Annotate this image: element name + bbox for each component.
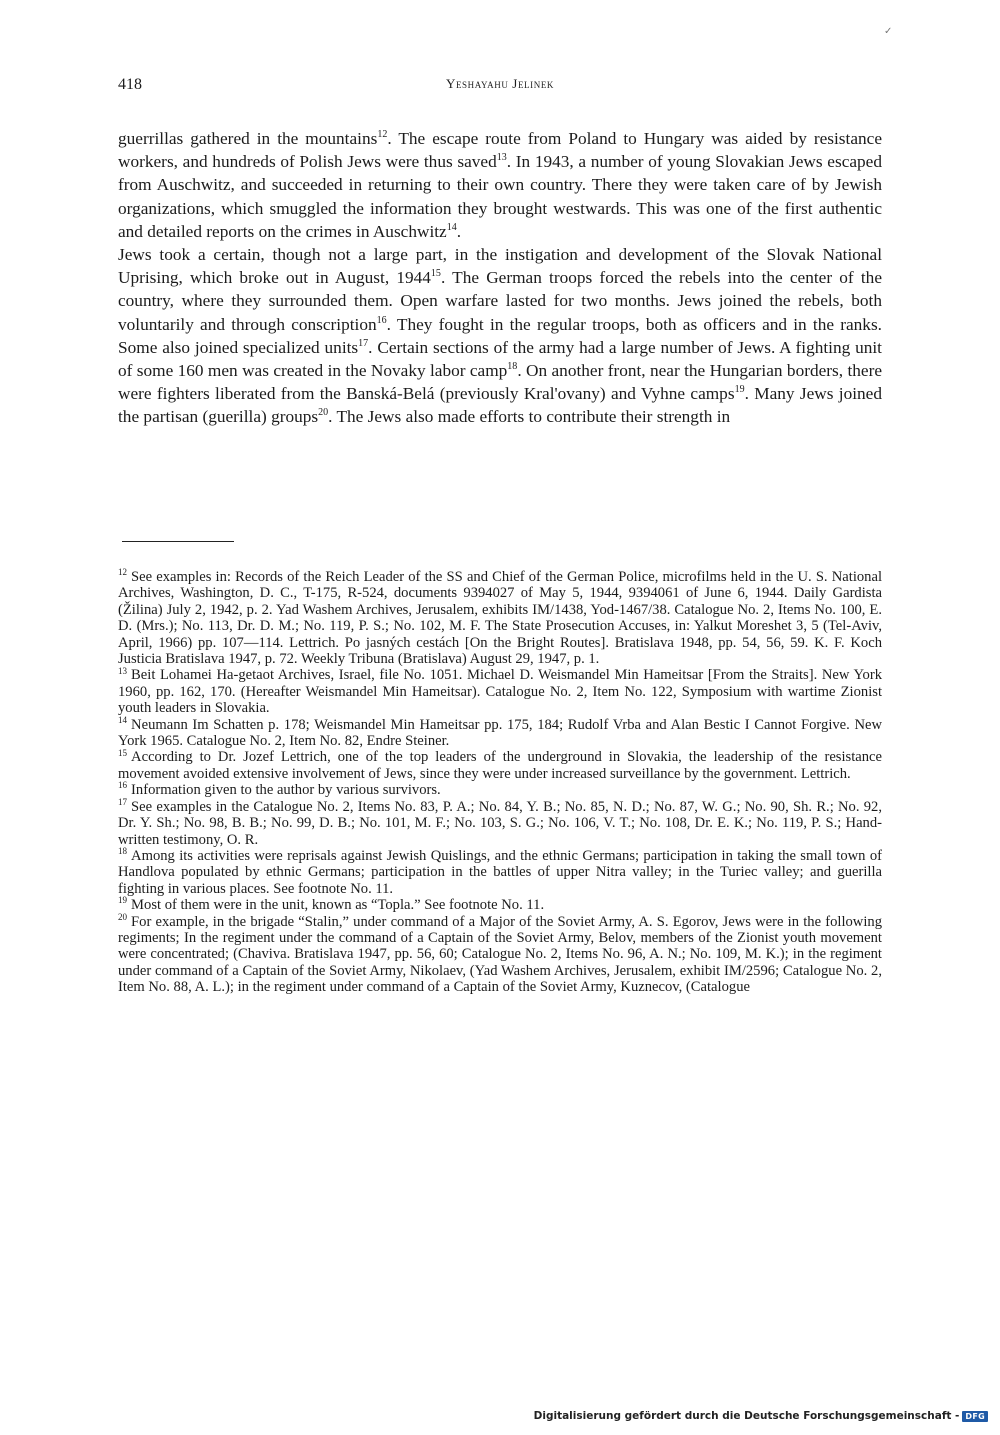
body-text xyxy=(118,127,882,429)
footnote-reference: 12 xyxy=(377,129,388,141)
body-text-run: . The escape route from Poland to Hungary was aided by resistance workers, and hundreds of Polish Jews were thus saved xyxy=(118,129,882,172)
footnote-reference: 16 xyxy=(376,314,387,326)
footnotes xyxy=(118,569,882,996)
page-header xyxy=(118,76,882,100)
footnote-reference: 14 xyxy=(446,222,457,234)
footnote xyxy=(118,897,882,913)
body-text-run: . They fought in the regular troops, both as officers and in the ranks. Some also joined specialized units xyxy=(118,314,882,357)
footnote-number: 12 xyxy=(118,567,128,578)
footnote-text: Neumann Im Schatten p. 178; Weismandel Min Hameitsar pp. 175, 184; Rudolf Vrba and Alan Bestic I Cannot Forgive. New York 1965. Catalogue No. 2, Item No. 82, Endre Steiner. xyxy=(118,716,882,750)
footnote xyxy=(118,911,882,996)
footnote-number: 15 xyxy=(118,747,128,758)
footnote-reference: 17 xyxy=(358,338,369,350)
footnote-number: 14 xyxy=(118,714,128,725)
body-paragraph xyxy=(118,243,882,429)
body-text-run: . In 1943, a number of young Slovakian Jews escaped from Auschwitz, and succeeded in returning to their own country. There they were taken care of by Jewish organizations, which smuggled the information they brought westwards. This was one of the first authentic and detailed reports on the crimes in Auschwitz xyxy=(118,152,882,241)
footnote xyxy=(118,667,882,716)
footnote-number: 20 xyxy=(118,911,128,922)
footnote-reference: 18 xyxy=(507,361,518,373)
body-text-run: . xyxy=(456,221,462,241)
footnote-number: 13 xyxy=(118,665,128,676)
footnote xyxy=(118,796,882,848)
footnote-reference: 19 xyxy=(734,384,745,396)
footnote xyxy=(118,569,882,667)
body-paragraph xyxy=(118,127,882,243)
footnote-number: 17 xyxy=(118,796,128,807)
footnote-text: Most of them were in the unit, known as “Topla.” See footnote No. 11. xyxy=(131,897,545,914)
footnote xyxy=(118,848,882,897)
running-head: Yeshayahu Jelinek xyxy=(445,76,555,91)
footnote-reference: 15 xyxy=(430,268,441,280)
scan-mark: ✓ xyxy=(884,26,893,37)
body-text-run: . The German troops forced the rebels into the center of the country, where they surrounded them. Open warfare lasted for two months. Jews joined the rebels, both voluntarily and through conscription xyxy=(118,268,882,334)
footnote-number: 16 xyxy=(118,780,128,791)
footnote xyxy=(118,782,882,798)
body-text-run: Jews took a certain, though not a large part, in the instigation and development of the Slovak National Uprising, which broke out in August, 1944 xyxy=(118,245,882,288)
footnote-divider xyxy=(122,541,234,542)
footnote-text: See examples in the Catalogue No. 2, Items No. 83, P. A.; No. 84, Y. B.; No. 85, N. D.; No. 87, W. G.; No. 90, Sh. R.; No. 92, Dr. Y. Sh.; No. 98, B. B.; No. 99, D. B.; No. 101, M. F.; No. 103, S. G.; No. 106, V. T.; No. 108, Dr. E. K.; No. 119, P. S.; Hand-written testimony, O. R. xyxy=(118,798,882,848)
footnote-text: For example, in the brigade “Stalin,” under command of a Major of the Soviet Army, A. S. Egorov, Jews were in the following regiments; In the regiment under the command of a Captain of the Soviet Army, Belov, members of the Zionist youth movement were concentrated; (Chaviva. Bratislava 1947, pp. 56, 60; Catalogue No. 2, Items No. 96, A. N.; No. 109, M. K.); in the regiment under command of a Captain of the Soviet Army, Nikolaev, (Yad Washem Archives, Jerusalem, exhibit IM/2596; Catalogue No. 2, Item No. 88, A. L.); in the regiment under command of a Captain of the Soviet Army, Kuznecov, (Catalogue xyxy=(118,913,882,996)
dfg-logo-icon: DFG xyxy=(962,1411,988,1422)
footnote-number: 18 xyxy=(118,846,128,857)
footnote-reference: 20 xyxy=(318,407,329,419)
body-text-run: . The Jews also made efforts to contribute their strength in xyxy=(328,407,731,427)
footnote xyxy=(118,749,882,782)
footnote-text: Beit Lohamei Ha-getaot Archives, Israel, file No. 1051. Michael D. Weismandel Min Hameitsar [From the Straits]. New York 1960, pp. 162, 170. (Hereafter Weismandel Min Hameitsar). Catalogue No. 2, Item No. 122, Symposium with wartime Zionist youth leaders in Slovakia. xyxy=(118,667,882,717)
page-number: 418 xyxy=(118,76,142,93)
footnote-text: Information given to the author by various survivors. xyxy=(131,782,441,799)
body-text-run: . Certain sections of the army had a large number of Jews. A fighting unit of some 160 men was created in the Novaky labor camp xyxy=(118,337,882,381)
credit-text: Digitalisierung gefördert durch die Deutsche Forschungsgemeinschaft - xyxy=(533,1410,960,1422)
body-text-run: guerrillas gathered in the mountains xyxy=(118,129,378,148)
footnote xyxy=(118,714,882,750)
footnote-text: According to Dr. Jozef Lettrich, one of the top leaders of the underground in Slovakia, the leadership of the resistance movement avoided extensive involvement of Jews, since they were under increased surveillance by the government. Lettrich. xyxy=(118,749,882,782)
body-text-run: . On another front, near the Hungarian borders, there were fighters liberated from the Banská-Belá (previously Kral'ovany) and Vyhne camps xyxy=(118,361,882,404)
footnote-text: See examples in: Records of the Reich Leader of the SS and Chief of the German Police, microfilms held in the U. S. National Archives, Washington, D. C., T-175, R-524, documents 9394027 of May 5, 1944, 9394061 of June 6, 1944. Daily Gardista (Žilina) July 2, 1942, p. 2. Yad Washem Archives, Jerusalem, exhibits IM/1438, Yod-1467/38. Catalogue No. 2, Items No. 100, E. D. (Mrs.); No. 113, Dr. D. M.; No. 119, P. S.; No. 102, M. F. The State Prosecution Accuses, in: Yalkut Moreshet 3, 5 (Tel-Aviv, April, 1966) pp. 107—114. Lettrich. Po jasných cestách [On the Bright Routes]. Bratislava 1948, pp. 54, 56, 59. K. F. Koch Justicia Bratislava 1947, p. 72. Weekly Tribuna (Bratislava) August 29, 1947, p. 1. xyxy=(118,569,882,668)
footnote-number: 19 xyxy=(118,895,128,906)
footnote-text: Among its activities were reprisals against Jewish Quislings, and the ethnic Germans; participation in taking the small town of Handlova populated by ethnic Germans; participation in the battles of upper Nitra valley; in the Turiec valley; and guerilla fighting in various places. See footnote No. 11. xyxy=(118,847,882,897)
footnote-reference: 13 xyxy=(496,152,507,164)
digitization-credit xyxy=(534,1410,988,1422)
body-text-run: . Many Jews joined the partisan (guerilla) groups xyxy=(118,384,882,427)
